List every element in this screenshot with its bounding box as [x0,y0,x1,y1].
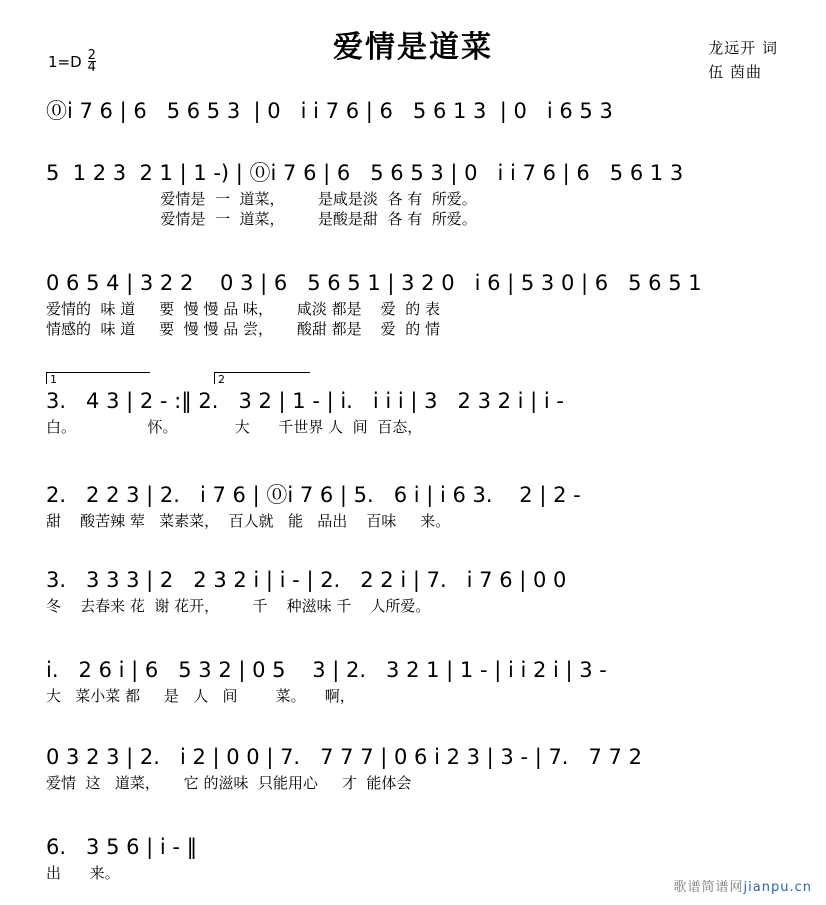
music-system-8 [46,742,786,794]
lyric-line-verse1: 爱情 这 道菜， 它 的滋味 只能用心 才 能体会 [46,774,412,792]
notation-line: 3. 4 3 | 2 - :‖ 2. 3 2 | 1 - | i. i i i | 3 2 3 2 i | i - [46,389,565,413]
lyric-line-verse2: 爱情是 一 道菜， 是酸是甜 各 有 所爱。 [46,210,477,228]
music-system-1 [46,96,786,126]
notation-line: ⓪i 7 6 | 6 5 6 5 3 | 0 i i 7 6 | 6 5 6 1 3 | 0 i 6 5 3 [46,99,613,123]
repeat-endings [46,372,786,386]
notation-line: 0 3 2 3 | 2. i 2 | 0 0 | 7. 7 7 7 | 0 6 i 2 3 | 3 - | 7. 7 7 2 [46,745,642,769]
music-system-6 [46,565,786,617]
key-label: 1=D [48,52,82,71]
lyric-line-verse1: 出 来。 [46,864,120,882]
lyricist-credit: 龙远开 词 [708,39,778,57]
time-signature-numerator: 2 [87,48,96,63]
key-signature [48,50,96,73]
notation-line: 6. 3 5 6 | i - ‖ [46,835,198,859]
watermark-url: jianpu.cn [743,880,812,895]
notation-line: 2. 2 2 3 | 2. i 7 6 | ⓪i 7 6 | 5. 6 i | i 6 3. 2 | 2 - [46,483,581,507]
lyric-line-verse2: 情感的 味 道 要 慢 慢 品 尝， 酸甜 都是 爱 的 情 [46,320,440,338]
notation-line: i. 2 6 i | 6 5 3 2 | 0 5 3 | 2. 3 2 1 | 1 - | i i 2 i | 3 - [46,658,607,682]
lyric-line-verse1: 大 菜小菜 都 是 人 间 菜。 啊， [46,687,355,705]
watermark-site-name: 歌谱简谱网 [673,880,744,895]
music-system-3 [46,268,786,340]
music-system-2 [46,158,786,230]
watermark [674,876,812,895]
notation-line: 0 6 5 4 | 3 2 2 0 3 | 6 5 6 5 1 | 3 2 0 i 6 | 5 3 0 | 6 5 6 5 1 [46,271,702,295]
music-system-7 [46,655,786,707]
credits-block [708,36,778,84]
lyric-line-verse1: 爱情是 一 道菜， 是咸是淡 各 有 所爱。 [46,190,477,208]
composer-credit: 伍 茵曲 [708,63,762,81]
lyric-line-verse1: 甜 酸苦辣 荤 菜素菜， 百人就 能 品出 百味 来。 [46,512,451,530]
notation-line: 5 1 2 3 2 1 | 1 -) | ⓪i 7 6 | 6 5 6 5 3 | 0 i i 7 6 | 6 5 6 1 3 [46,161,684,185]
lyric-line-verse1: 爱情的 味 道 要 慢 慢 品 味， 咸淡 都是 爱 的 表 [46,300,440,318]
ending-bracket-2: 2 [214,372,310,384]
ending-bracket-1: 1 [46,372,150,384]
notation-line: 3. 3 3 3 | 2 2 3 2 i | i - | 2. 2 2 i | 7. i 7 6 | 0 0 [46,568,567,592]
music-system-4 [46,372,786,438]
time-signature [88,50,96,73]
lyric-line-verse1: 冬 去春来 花 谢 花开， 千 种滋味 千 人所爱。 [46,597,431,615]
time-signature-denominator: 4 [87,60,96,75]
music-system-5 [46,480,786,532]
page-title: 爱情是道菜 [333,30,493,65]
lyric-line-verse1: 白。 怀。 大 千世界 人 间 百态， [46,418,423,436]
